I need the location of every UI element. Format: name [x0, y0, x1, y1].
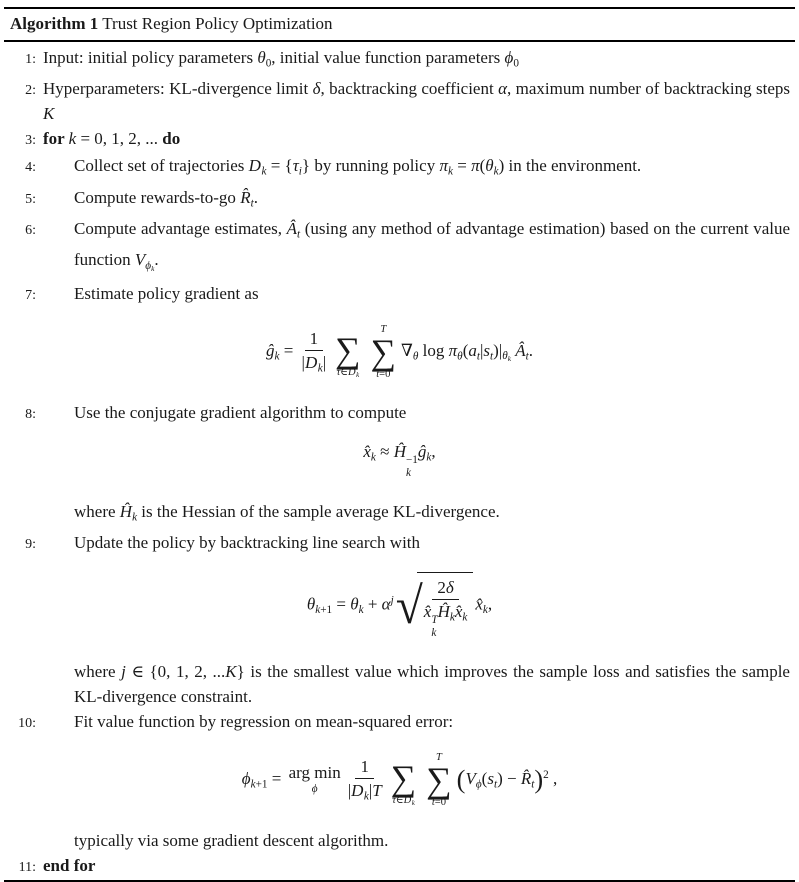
text-run: Update the policy by backtracking line search with — [74, 533, 421, 553]
text-run: , backtracking coefficient — [320, 79, 499, 99]
text-run: = 0, 1, 2, ... — [76, 129, 163, 149]
text-run: ≈ — [375, 442, 394, 462]
text-run: )| — [493, 340, 503, 360]
math-variable: V — [134, 250, 146, 270]
text-run: 1 — [309, 329, 319, 349]
math-variable: k — [315, 604, 321, 617]
text-run: | — [368, 781, 373, 801]
keyword: for — [43, 129, 69, 149]
math-variable: j — [121, 661, 126, 681]
math-variable: s — [483, 340, 491, 360]
text-run: | — [479, 340, 484, 360]
sum-lower-limit — [432, 796, 446, 809]
keyword: end for — [43, 856, 96, 876]
line-content — [43, 828, 793, 853]
math-variable: k — [68, 129, 77, 149]
math-variable: x̂ — [475, 594, 483, 614]
math-variable: k — [363, 790, 369, 803]
math-variable: θ — [485, 156, 494, 176]
algorithm-step — [6, 76, 793, 126]
math-variable: k — [462, 611, 468, 624]
fraction — [424, 577, 468, 640]
math-variable: T — [431, 613, 438, 626]
algorithm-label: Algorithm 1 — [10, 14, 99, 34]
math-variable: τ — [292, 156, 299, 176]
display-formula — [6, 572, 793, 640]
math-variable: Ĥ — [119, 501, 133, 521]
denominator — [424, 600, 468, 639]
math-variable: T — [372, 781, 382, 801]
algorithm-step — [6, 853, 793, 880]
text-run: Input: initial policy parameters — [43, 47, 258, 67]
math-variable: t — [476, 350, 480, 363]
text-run: −1 — [405, 453, 418, 466]
math-variable: R̂ — [520, 768, 532, 788]
text-run: ) in the environment. — [498, 156, 642, 176]
algorithm-continuation-line — [6, 828, 793, 853]
fraction — [302, 328, 327, 376]
script-letter: D — [351, 781, 364, 801]
text-run: ∈ — [395, 795, 404, 807]
math-variable: k — [317, 362, 323, 375]
math-variable: θ — [257, 47, 266, 67]
math-variable: ϕ — [241, 768, 251, 788]
line-number: 9: — [25, 537, 36, 553]
sigma-icon: ∑ — [335, 330, 361, 371]
line-number: 7: — [25, 287, 36, 303]
script-letter: D — [304, 353, 318, 373]
text-run: = — [332, 594, 351, 614]
operator-limit — [312, 783, 318, 795]
keyword: do — [162, 129, 181, 149]
text-run: = — [267, 768, 286, 788]
line-number: 10: — [18, 715, 36, 731]
subscript — [356, 372, 359, 380]
line-number: 6: — [25, 222, 36, 238]
math-variable: θ — [350, 594, 359, 614]
line-number: 2: — [25, 83, 36, 99]
math-variable: k — [274, 350, 280, 363]
line-number: 1: — [25, 51, 36, 67]
algorithm-step — [6, 400, 793, 427]
text-run: ( — [462, 340, 469, 360]
supsub-stack — [406, 454, 418, 480]
text-run: } by running policy — [301, 156, 440, 176]
algorithm-step — [6, 153, 793, 184]
subscript — [315, 604, 332, 616]
radical-icon: √ — [395, 576, 423, 635]
text-run: | — [301, 353, 305, 373]
text-run: where — [74, 661, 122, 681]
algorithm-title: Trust Region Policy Optimization — [98, 14, 333, 34]
numerator — [305, 328, 324, 351]
text-run: typically via some gradient descent algorithm. — [74, 831, 389, 851]
math-variable: t — [490, 350, 494, 363]
algorithm-step — [6, 45, 793, 76]
math-variable: T — [436, 751, 442, 763]
algorithm-step — [6, 126, 793, 153]
math-variable: τ — [392, 795, 396, 807]
line-number: 8: — [25, 407, 36, 423]
math-variable: j — [390, 594, 394, 607]
text-run: | — [322, 353, 327, 373]
text-run: =0 — [434, 796, 446, 808]
math-variable: a — [468, 340, 477, 360]
math-variable: Â — [286, 218, 298, 238]
text-run: Collect set of trajectories — [74, 156, 249, 176]
text-run: } is the smallest value which improves the sample loss and satisfies the sample KL-divergence constraint. — [74, 661, 790, 706]
math-variable: k — [449, 611, 455, 624]
math-variable: ĝ — [417, 442, 427, 462]
line-content — [43, 216, 793, 281]
math-variable: t — [531, 778, 535, 791]
text-run: + — [363, 594, 382, 614]
math-variable: t — [431, 796, 435, 808]
math-variable: V — [465, 768, 476, 788]
text-run: . — [253, 187, 258, 207]
numerator — [355, 756, 374, 779]
math-variable: x̂ — [363, 442, 371, 462]
math-variable: δ — [445, 578, 454, 598]
text-run: = — [279, 340, 298, 360]
math-variable: π — [471, 156, 480, 176]
math-variable: k — [405, 466, 411, 479]
subscript — [251, 778, 268, 790]
line-content — [43, 45, 793, 76]
sum-lower-limit — [392, 794, 415, 808]
big-paren: ) — [534, 764, 544, 794]
algorithm-header — [4, 9, 795, 40]
superscript — [406, 454, 418, 467]
text-run: Fit value function by regression on mean-squared error: — [74, 711, 454, 731]
math-variable: α — [498, 79, 508, 99]
under-operator — [289, 764, 341, 795]
math-variable: ĝ — [265, 340, 275, 360]
math-variable: T — [380, 323, 387, 335]
math-variable: s — [487, 768, 494, 788]
math-variable: τ — [336, 367, 341, 379]
subscript — [513, 57, 519, 69]
square-root — [396, 572, 474, 640]
text-run: arg min — [288, 763, 341, 783]
operator-name — [289, 764, 341, 783]
math-variable: k — [151, 263, 155, 273]
algorithm-step — [6, 281, 793, 308]
text-run: Compute rewards-to-go — [74, 187, 241, 207]
math-variable: t — [376, 369, 380, 381]
math-variable: ϕ — [475, 778, 482, 791]
math-variable: δ — [312, 79, 321, 99]
line-content — [43, 709, 793, 734]
line-content — [43, 853, 793, 878]
text-run: +1 — [255, 778, 268, 791]
math-variable: t — [525, 350, 529, 363]
math-variable: k — [482, 604, 488, 617]
text-run: , — [548, 768, 558, 788]
text-run: Hyperparameters: KL-divergence limit — [43, 79, 313, 99]
script-letter: D — [348, 367, 357, 379]
math-variable: K — [43, 104, 55, 124]
line-number: 4: — [25, 160, 36, 176]
text-run: 2 — [437, 578, 446, 598]
math-variable: k — [431, 626, 437, 639]
algorithm-step — [6, 185, 793, 216]
math-variable: ϕ — [504, 47, 514, 67]
line-content — [43, 659, 793, 709]
math-variable: k — [507, 354, 512, 364]
summation — [391, 752, 416, 808]
numerator — [432, 577, 458, 600]
text-run: (using any method of advantage estimation) based on the current value function — [74, 218, 791, 270]
text-run: | — [347, 781, 352, 801]
algorithm-body — [4, 42, 795, 880]
display-formula — [6, 323, 793, 381]
math-variable: k — [426, 451, 432, 464]
text-run: 1 — [360, 757, 369, 777]
text-run: = { — [266, 156, 293, 176]
script-letter: D — [248, 156, 262, 176]
line-number: 11: — [18, 860, 36, 876]
math-variable: k — [370, 451, 376, 464]
math-variable: ϕ — [145, 259, 152, 272]
math-variable: π — [439, 156, 448, 176]
text-run: =0 — [379, 369, 391, 381]
sum-lower-limit — [376, 368, 390, 381]
math-variable: k — [132, 511, 138, 524]
math-variable: x̂ — [423, 602, 432, 622]
math-variable: k — [493, 165, 499, 178]
radicand — [417, 572, 474, 640]
math-variable: π — [448, 340, 458, 360]
line-number: 3: — [25, 133, 36, 149]
text-run: log — [418, 340, 449, 360]
summation — [335, 324, 360, 380]
sum-lower-limit — [336, 366, 359, 380]
line-content — [43, 153, 793, 184]
text-run: , — [487, 594, 493, 614]
text-run: . — [154, 250, 159, 270]
algorithm-step — [6, 709, 793, 736]
math-variable: θ — [306, 594, 316, 614]
big-paren: ( — [456, 764, 466, 794]
sigma-icon: ∑ — [370, 331, 397, 372]
math-variable: k — [447, 165, 453, 178]
superscript — [391, 595, 394, 607]
line-content — [43, 499, 793, 530]
text-run: . — [528, 340, 534, 360]
text-run: , initial value function parameters — [271, 47, 505, 67]
math-variable: θ — [412, 350, 419, 363]
line-content — [43, 281, 793, 306]
sigma-icon: ∑ — [390, 758, 417, 799]
math-variable: R̂ — [240, 187, 251, 207]
subscript — [412, 799, 415, 807]
subscript — [406, 467, 411, 480]
text-run: ) − — [497, 768, 521, 788]
math-variable: k — [250, 778, 256, 791]
display-formula — [6, 442, 793, 479]
math-variable: k — [261, 165, 267, 178]
math-variable: θ — [502, 350, 508, 363]
summation — [426, 751, 451, 809]
math-variable: α — [381, 594, 391, 614]
subscript — [462, 612, 467, 624]
algorithm-step — [6, 216, 793, 281]
math-formula — [242, 751, 557, 809]
math-formula — [307, 572, 492, 640]
text-run: ( — [479, 156, 486, 176]
summation — [371, 323, 396, 381]
math-formula — [363, 442, 435, 479]
bottom-rule — [4, 880, 795, 881]
fraction — [348, 756, 382, 804]
algorithm-step — [6, 530, 793, 557]
math-variable: ϕ — [311, 783, 318, 796]
text-run: 0 — [265, 57, 272, 70]
text-run: is the Hessian of the sample average KL-divergence. — [137, 501, 500, 521]
line-content — [43, 185, 793, 216]
text-run: where — [74, 501, 120, 521]
text-run: Use the conjugate gradient algorithm to compute — [74, 403, 407, 423]
sigma-icon: ∑ — [426, 759, 452, 800]
math-formula — [266, 323, 533, 381]
text-run: +1 — [320, 604, 333, 617]
subscript — [502, 350, 511, 362]
math-variable: K — [225, 661, 237, 681]
line-content — [43, 126, 793, 151]
subscript — [431, 627, 436, 640]
math-variable: x̂ — [454, 602, 463, 622]
text-run: ∈ — [340, 367, 349, 379]
display-formula — [6, 751, 793, 809]
text-run: ( — [481, 768, 488, 788]
line-content — [43, 76, 793, 126]
math-variable: Â — [515, 340, 526, 360]
math-variable: i — [298, 165, 302, 178]
text-run: , — [431, 442, 436, 462]
math-variable: θ — [457, 350, 463, 363]
math-variable: t — [250, 196, 254, 209]
denominator — [348, 779, 382, 803]
text-run: Compute advantage estimates, — [74, 218, 287, 238]
denominator — [302, 351, 327, 375]
math-variable: k — [356, 371, 360, 380]
text-run: Estimate policy gradient as — [74, 283, 259, 303]
line-number: 5: — [25, 191, 36, 207]
math-variable: t — [297, 228, 301, 241]
math-variable: k — [358, 604, 364, 617]
text-run: ∈ {0, 1, 2, ... — [125, 661, 226, 681]
math-variable: k — [411, 799, 415, 808]
line-content — [43, 400, 793, 425]
line-content — [43, 530, 793, 555]
algorithm-continuation-line — [6, 499, 793, 530]
algorithm-continuation-line — [6, 659, 793, 709]
text-run: 2 — [543, 768, 549, 781]
math-variable: Ĥ — [437, 602, 450, 622]
math-variable: t — [493, 778, 498, 791]
text-run: ∇ — [401, 340, 413, 360]
text-run: , maximum number of backtracking steps — [507, 79, 791, 99]
script-letter: D — [403, 795, 412, 807]
math-variable: Ĥ — [393, 442, 406, 462]
text-run: 0 — [513, 57, 519, 70]
text-run: = — [452, 156, 472, 176]
